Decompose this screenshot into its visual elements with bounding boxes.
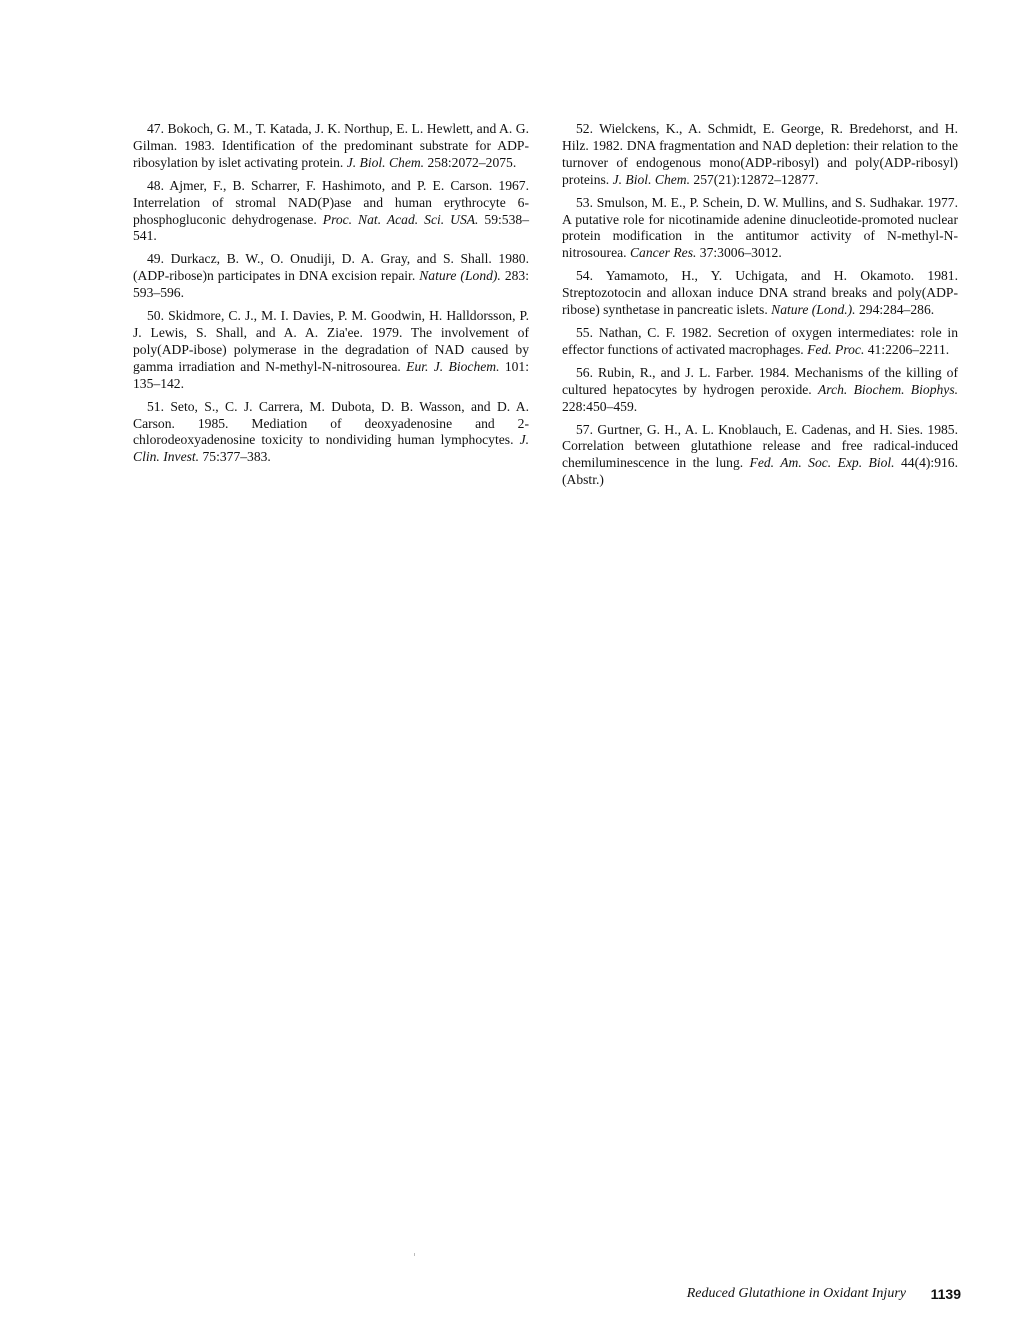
reference-citation: 37:3006–3012. [696,245,782,261]
journal-title: Cancer Res. [629,245,697,261]
reference-52 [562,121,958,189]
page-number: 1139 [930,1286,961,1302]
reference-citation: 228:450–459. [562,398,638,414]
reference-number: 57. [576,421,593,437]
reference-citation: 294:284–286. [855,302,935,318]
reference-number: 53. [576,194,593,210]
reference-citation: 283: 593–596. [133,268,529,301]
page-footer [0,1286,961,1306]
reference-number: 49. [147,251,164,267]
journal-title: J. Biol. Chem. [612,171,690,187]
reference-number: 54. [576,268,593,284]
journal-title: Eur. J. Biochem. [406,358,500,374]
reference-48 [133,178,529,246]
journal-title: Proc. Nat. Acad. Sci. USA. [322,211,479,227]
journal-title: Arch. Biochem. Biophys. [817,381,959,397]
reference-51 [133,399,529,467]
journal-title: J. Biol. Chem. [346,154,425,170]
reference-body: Durkacz, B. W., O. Onudiji, D. A. Gray, and S. Shall. 1980. (ADP-ribose)n participates in DNA excision repair. [133,251,529,284]
journal-title: Nature (Lond). [419,268,501,284]
reference-body: Rubin, R., and J. L. Farber. 1984. Mechanisms of the killing of cultured hepatocytes by hydrogen peroxide. [562,364,958,397]
reference-body: Skidmore, C. J., M. I. Davies, P. M. Goodwin, H. Halldorsson, P. J. Lewis, S. Shall, and A. A. Zia'ee. 1979. The involvement of poly(ADP-ibose) polymerase in the degradation of NAD caused by gamma irradiation and N-methyl-N-nitrosourea. [133,308,529,374]
reference-number: 55. [576,324,593,340]
journal-title: Nature (Lond.). [771,302,856,318]
reference-column-left [133,121,529,472]
reference-body: Wielckens, K., A. Schmidt, E. George, R. Bredehorst, and H. Hilz. 1982. DNA fragmentation and NAD depletion: their relation to the turnover of endogenous mono(ADP-ribosyl) and poly(ADP-ribosyl) proteins. [562,121,958,187]
journal-title: Fed. Proc. [807,341,865,357]
reference-53 [562,195,958,263]
reference-citation: 41:2206–2211. [864,341,950,357]
reference-citation: 101: 135–142. [133,358,530,391]
reference-citation: 75:377–383. [199,449,271,465]
reference-citation: 44(4):916. (Abstr.) [562,455,958,488]
reference-body: Nathan, C. F. 1982. Secretion of oxygen intermediates: role in effector functions of activated macrophages. [562,324,959,357]
reference-number: 52. [576,121,593,136]
journal-title: J. Clin. Invest. [133,432,529,465]
reference-number: 56. [576,364,593,380]
reference-56 [562,365,958,416]
reference-number: 51. [147,398,164,414]
running-title: Reduced Glutathione in Oxidant Injury [686,1286,906,1301]
reference-citation: 59:538–541. [133,211,529,244]
reference-column-right [562,121,958,495]
reference-55 [562,325,958,359]
scan-speck [414,1253,415,1256]
reference-47 [133,121,529,172]
reference-body: Gurtner, G. H., A. L. Knoblauch, E. Cadenas, and H. Sies. 1985. Correlation between glutathione release and free radical-induced chemiluminescence in the lung. [562,421,958,471]
reference-body: Seto, S., C. J. Carrera, M. Dubota, D. B. Wasson, and D. A. Carson. 1985. Mediation of deoxyadenosine and 2-chlorodeoxyadenosine toxicity to nondividing human lymphocytes. [133,398,529,448]
reference-body: Smulson, M. E., P. Schein, D. W. Mullins, and S. Sudhakar. 1977. A putative role for nicotinamide adenine dinucleotide-promoted nuclear protein modification in the antitumor activity of N-methyl-N-nitrosourea. [562,194,958,261]
reference-number: 47. [147,121,164,136]
reference-number: 50. [147,308,164,324]
reference-number: 48. [147,177,164,193]
reference-citation: 257(21):12872–12877. [690,171,819,187]
journal-title: Fed. Am. Soc. Exp. Biol. [749,455,895,471]
reference-body: Yamamoto, H., Y. Uchigata, and H. Okamoto. 1981. Streptozotocin and alloxan induce DNA strand breaks and poly(ADP-ribose) synthetase in pancreatic islets. [562,268,958,318]
reference-body: Bokoch, G. M., T. Katada, J. K. Northup, E. L. Hewlett, and A. G. Gilman. 1983. Identification of the predominant substrate for ADP-ribosylation by islet activating protein. [133,121,529,170]
reference-54 [562,268,958,319]
reference-citation: 258:2072–2075. [424,154,517,170]
reference-57 [562,422,958,490]
reference-49 [133,251,529,302]
reference-body: Ajmer, F., B. Scharrer, F. Hashimoto, and P. E. Carson. 1967. Interrelation of stromal NAD(P)ase and human erythrocyte 6-phosphogluconic dehydrogenase. [133,177,529,227]
reference-50 [133,308,529,393]
